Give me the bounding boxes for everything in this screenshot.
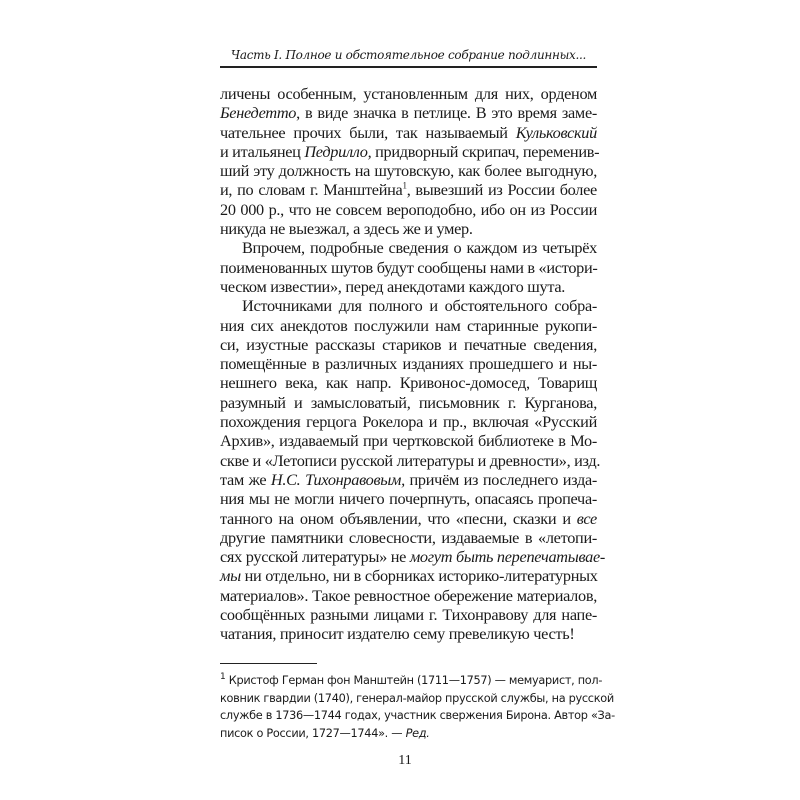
body-line	[220, 141, 600, 161]
body-line	[220, 161, 597, 180]
text-segment: и итальянец	[220, 141, 305, 161]
italic-text: мы	[220, 566, 241, 586]
text-segment: ни отдельно, ни в сборниках историко-литературных	[240, 566, 598, 586]
italic-text: могут быть перепечатывае-	[409, 547, 606, 567]
text-segment: , вывезший из России более	[406, 180, 597, 200]
text-segment: чательнее прочих были, так называемый	[220, 122, 516, 142]
header-rule	[220, 66, 597, 68]
text-segment: сообщённых разными лицами г. Тихонравову для напе-	[220, 605, 597, 625]
italic-text: все	[576, 508, 597, 528]
text-segment: сях русской литературы» не	[220, 547, 410, 567]
body-line	[220, 450, 601, 470]
body-line	[220, 200, 597, 219]
body-line	[220, 393, 597, 412]
text-segment: Источниками для полного и обстоятельного собра-	[242, 296, 597, 316]
text-segment: никуда не выезжал, а здесь же и умер.	[220, 219, 473, 239]
text-segment: поименованных шутов будут сообщены нами в «истори-	[220, 257, 598, 277]
footnote-marker: 1	[402, 181, 407, 192]
text-segment: чатания, приносит издателю сему превеликую честь!	[220, 624, 575, 644]
body-line	[220, 84, 597, 103]
footnote-line	[220, 672, 603, 690]
text-segment: ший эту должность на шутовскую, как более выгодную,	[220, 161, 597, 181]
body-line	[220, 547, 606, 567]
body-line	[220, 373, 597, 392]
text-segment: Архив», издаваемый при чертковской библиотеке в Мо-	[220, 431, 597, 451]
footnote-rule	[220, 663, 317, 664]
main-text	[220, 84, 606, 644]
text-segment: личены особенным, установленным для них, орденом	[220, 84, 597, 103]
italic-text: Ред.	[405, 726, 430, 740]
text-segment: писок о России, 1727—1744». —	[220, 726, 406, 740]
body-line	[220, 566, 597, 585]
italic-text: Н.С. Тихонравовым,	[270, 469, 405, 489]
text-segment: скве и «Летописи русской литературы и древности», изд.	[220, 450, 601, 470]
text-segment: ковник гвардии (1740), генерал-майор прусской службы, на русской	[220, 691, 614, 705]
text-segment: службе в 1736—1744 годах, участник свержения Бирона. Автор «За-	[220, 709, 615, 722]
body-line	[220, 219, 597, 238]
text-segment: 20 000 р., что не совсем вероподобно, ибо он из России	[220, 199, 597, 219]
text-segment: причём из последнего изда-	[404, 469, 597, 489]
running-header: Часть I. Полное и обстоятельное собрание подлинных...	[230, 48, 587, 62]
text-segment: придворный скрипач, переменив-	[371, 141, 600, 161]
page-number: 11	[398, 753, 412, 768]
italic-text: Педрилло,	[304, 141, 372, 161]
body-line	[220, 258, 597, 277]
text-segment: Впрочем, подробные сведения о каждом из четырёх	[242, 238, 597, 258]
footnote	[220, 672, 615, 742]
text-segment: и, по словам г. Манштейна	[220, 180, 403, 200]
body-line	[220, 624, 597, 643]
text-segment: похождения герцога Рокелора и пр., включая «Русский	[220, 412, 597, 432]
footnote-line	[220, 707, 615, 725]
body-line	[220, 489, 597, 508]
body-line	[220, 316, 597, 335]
body-line	[220, 296, 597, 315]
body-line	[220, 528, 597, 547]
text-segment: ния мы не могли ничего почерпнуть, опасаясь пропеча-	[220, 489, 597, 509]
text-segment: си, изустные рассказы стариков и печатные сведения,	[220, 334, 597, 354]
text-segment: материалов». Такое ревностное обережение материалов,	[220, 585, 597, 605]
text-segment: нешнего века, как напр. Кривонос-домосед, Товарищ	[220, 373, 597, 393]
body-line	[220, 412, 597, 431]
text-segment: помещённые в различных изданиях прошедшего и ны-	[220, 354, 597, 374]
text-segment: там же	[220, 469, 271, 489]
body-line	[220, 354, 597, 373]
text-segment: танного на оном объявлении, что «песни, сказки и	[220, 508, 577, 528]
body-line	[220, 431, 597, 450]
body-line	[220, 509, 597, 528]
text-segment: ния сих анекдотов послужили нам старинные рукопи-	[220, 315, 597, 335]
footnote-line	[220, 725, 597, 743]
footnote-marker: 1	[220, 672, 226, 683]
body-line	[220, 470, 597, 489]
body-line	[220, 103, 597, 122]
text-segment: разумный и замысловатый, письмовник г. Курганова,	[220, 392, 597, 412]
body-line	[220, 180, 597, 199]
body-line	[220, 238, 597, 257]
text-segment: Кристоф Герман фон Манштейн (1711—1757) — мемуарист, пол-	[225, 674, 603, 687]
body-line	[220, 586, 597, 605]
body-line	[220, 123, 597, 142]
body-line	[220, 605, 597, 624]
text-segment: другие памятники словесности, издаваемые в «летопи-	[220, 527, 597, 547]
body-line	[220, 335, 597, 354]
footnote-line	[220, 690, 614, 708]
text-segment: , в виде значка в петлице. В это время заме-	[296, 103, 597, 123]
body-line	[220, 277, 597, 296]
italic-text: Кульковский	[515, 122, 597, 142]
text-segment: ческом известии», перед анекдотами каждого шута.	[220, 276, 566, 296]
italic-text: Бенедетто	[220, 103, 297, 123]
